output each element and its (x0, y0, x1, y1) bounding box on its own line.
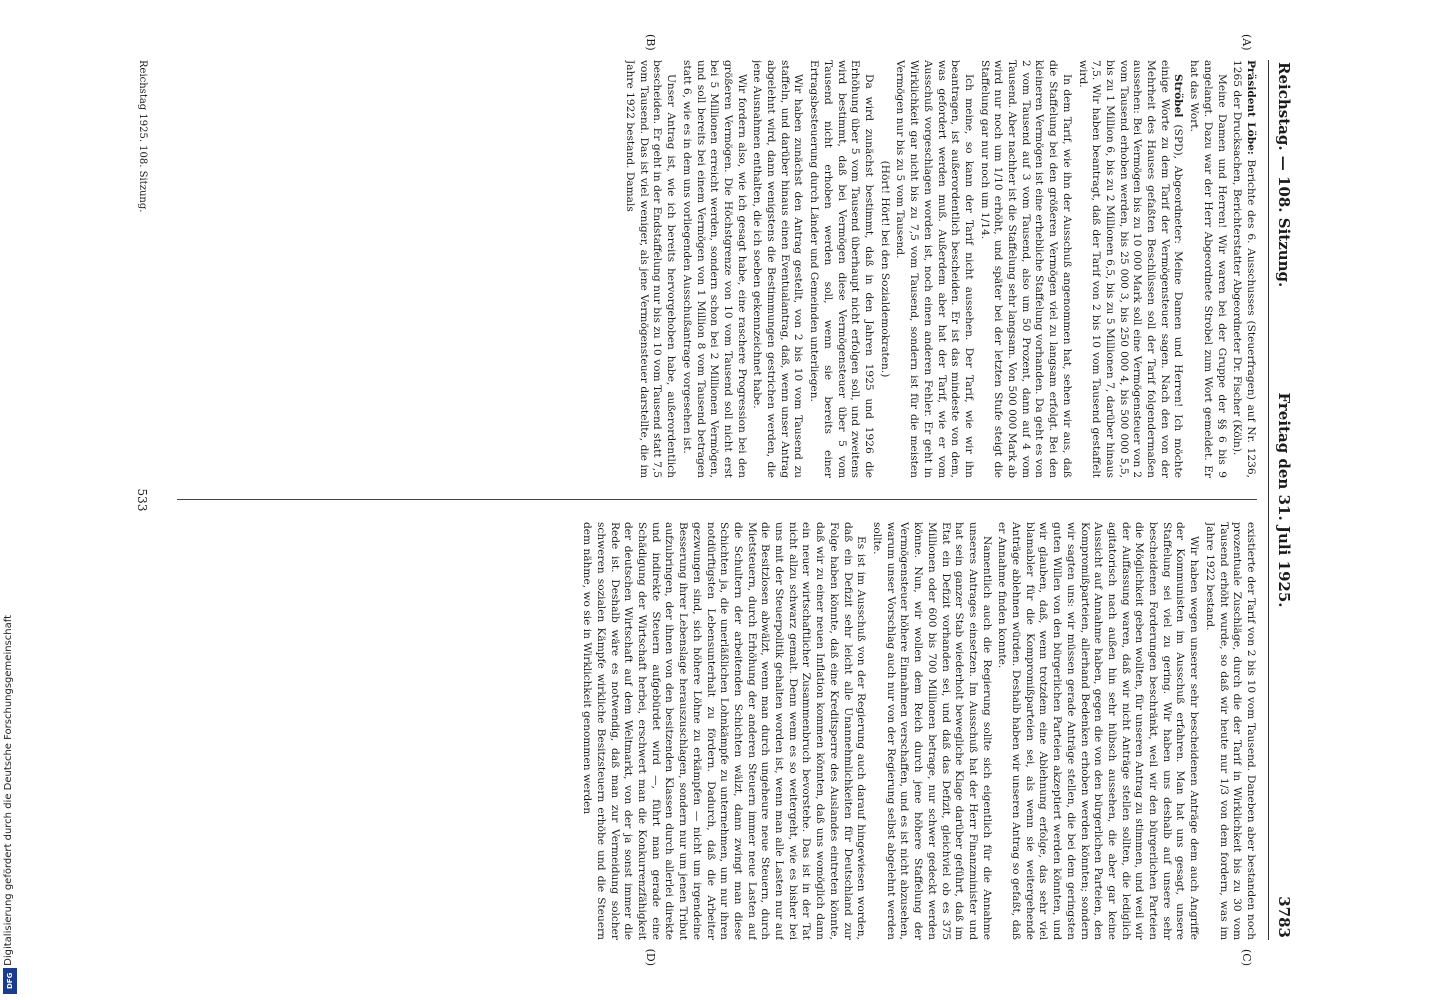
left-column-paragraph (750, 60, 805, 478)
paragraph-text: (Hört! Hört! bei den Sozialdemokraten.) (878, 160, 891, 378)
paragraph-text: Wir haben zunächst den Antrag gestellt, von 2 bis 10 vom Tausend zu staffeln, und darüber hinaus einen Eventualantrag, daß, wenn unser Antrag abgelehnt wird, dann wenigstens die Bestimmungen gestrichen werden, die jene Ausnahmen enthalten, die ich soeben gekennzeichnet habe. (751, 60, 805, 478)
paragraph-text: Berichte des 6. Ausschusses (Steuerfragen) auf Nr. 1236, 1265 der Drucksachen, Berichterstatter Abgeordneter Dr. Fischer (Köln). (1231, 60, 1257, 478)
left-column-paragraph (893, 60, 975, 478)
left-column-paragraph (877, 60, 891, 478)
left-column-paragraph (1186, 60, 1227, 478)
margin-letter-b: (B) (644, 34, 657, 51)
footnote: Reichstag 1925. 108. Sitzung. (137, 60, 148, 213)
digitization-credit: Digitalisierung gefördert durch die Deutsche Forschungsgemeinschaft (3, 615, 14, 966)
document-page (135, 34, 1297, 966)
header-date: Freitag den 31. Juli 1925. (1275, 392, 1293, 608)
paragraph-text: Wir fordern also, wie ich gesagt habe, eine raschere Progression bei den größeren Vermögen. Die Höchstgrenze von 10 vom Tausend soll nicht erst bei 5 Millionen erreicht werden, sondern schon bei 2 Millionen Vermögen, und soll bereits bei einem Vermögen von 1 Million 8 vom Tausend betragen statt 6, wie es in dem uns vorliegenden Ausschußantrage vorgesehen ist. (680, 60, 748, 478)
left-column-paragraph (807, 60, 876, 478)
margin-letter-c: (C) (1240, 949, 1253, 966)
header-session: Reichstag. — 108. Sitzung. (1275, 62, 1293, 288)
paragraph-text: Wir haben wegen unserer sehr bescheidenen Anträge dem auch Angriffe der Kommunisten im Ausschuß erfahren. Man hat uns gesagt, unsere Staffelung sei viel zu gering. Wir haben uns deshalb auf unsere sehr bescheidenen Forderungen beschränkt, weil wir den bürgerlichen Parteien die Möglichkeit geben wollten, für unseren Antrag zu stimmen, und weil wir der Auffassung waren, daß wir nicht Anträge stellen sollten, die lediglich agitatorisch nach außen hin sehr hübsch aussehen, die aber gar keine Aussicht auf Annahme haben, gegen die von den bürgerlichen Parteien, den Kompromißparteien, allerhand Bedenken erhoben werden könnten; sondern wir sagten uns: wir müssen gerade Anträge stellen, die bei dem geringsten guten Willen von den bürgerlichen Parteien akzeptiert werden könnten, und wir glauben, daß, wenn trotzdem eine Ablehnung erfolge, das sehr viel blamabler für die Kompromißparteien sei, als wenn sie weitergehende Anträge ablehnen würden. Deshalb haben wir unseren Antrag so gefaßt, daß er Annahme finden konnte. (996, 522, 1201, 940)
left-column-paragraph (622, 60, 677, 478)
left-column (153, 60, 1257, 478)
margin-letter-d: (D) (644, 948, 657, 966)
page-number: 533 (135, 488, 149, 512)
speaker-name: Präsident Löbe: (1245, 60, 1257, 155)
header-page-number: 3783 (1275, 896, 1293, 938)
right-column-paragraph (995, 522, 1201, 940)
paragraph-text: Unser Antrag ist, wie ich bereits hervorgehoben habe, außerordentlich bescheiden. Er geht in der Endstaffelung nur bis zu 10 vom Tausend statt 7,5 vom Tausend. Das ist viel weniger, als jene Vermögensteuer darstellte, die im Jahre 1922 bestand. Damals (624, 60, 678, 478)
digitization-sidebar (0, 0, 22, 1000)
left-column-paragraph (679, 60, 748, 478)
dfg-logo: DFG (3, 968, 17, 994)
paragraph-text: Namentlich auch die Regierung sollte sich eigentlich für die Annahme unseres Antrages einsetzen. Im Ausschuß hat der Herr Finanzminister und hat sein ganzer Stab wiederholt bewegliche Klage darüber geführt, daß im Etat ein Defizit vorhanden sei, und daß das Defizit, gleichviel ob es 375 Millionen oder 600 bis 700 Millionen betrage, nur schwer gedeckt werden könne. Nun, wir wollen dem Reich durch jene höhere Staffelung der Vermögensteuer höhere Einnahmen verschaffen, und es ist nicht abzusehen, warum unser Vorschlag auch nur von der Regierung selbst abgelehnt werden sollte. (871, 522, 993, 940)
paragraph-text: In dem Tarif, wie ihn der Ausschuß angenommen hat, sehen wir aus, daß die Staffelung bei den größeren Vermögen viel zu langsam erfolgt. Bei den kleineren Vermögen ist eine erhebliche Staffelung vorhanden. Da geht es von 2 vom Tausend auf 3 vom Tausend, also um 50 Prozent, dann auf 4 vom Tausend. Aber nachher ist die Staffelung sehr langsam. Von 500 000 Mark ab wird nur noch um 1/10 erhöht, und später bei der letzten Stufe steigt die Staffelung gar nur noch um 1/14. (978, 60, 1073, 478)
right-column-paragraph (1202, 522, 1257, 940)
header-rule (1268, 60, 1269, 940)
left-column-paragraph (1230, 60, 1257, 478)
paragraph-text: existierte der Tarif von 2 bis 10 vom Tausend. Daneben aber bestanden noch prozentuale Zuschläge, durch die der Tarif in Wirklichkeit bis zu 30 vom Tausend erhöht wurde, so daß wir heute nur 1/3 von dem fordern, was im Jahre 1922 bestand. (1203, 522, 1257, 940)
paragraph-text: Da wird zunächst bestimmt, daß in den Jahren 1925 und 1926 die Erhöhung über 5 vom Tausend überhaupt nicht erfolgen soll, und zweitens wird bestimmt, daß bei Vermögen diese Vermögensteuer über 5 vom Tausend nicht erhoben werden soll, wenn sie bereits einer Ertragsbesteuerung durch Länder und Gemeinden unterliegen. (808, 60, 876, 478)
margin-letter-a: (A) (1240, 34, 1253, 51)
right-column (153, 522, 1257, 940)
column-divider (177, 499, 1257, 500)
paragraph-text: Ich meine, so kann der Tarif nicht aussehen. Der Tarif, wie wir ihn beantragen, ist außerordentlich bescheiden. Er ist das mindeste von dem, was gefordert werden muß. Außerdem aber hat der Tarif, wie er vom Ausschuß vorgeschlagen worden ist, noch einen anderen Fehler. Er geht in Wirklichkeit gar nicht bis zu 7,5 vom Tausend, sondern ist für die meisten Vermögen nur bis zu 5 vom Tausend. (894, 60, 975, 478)
right-column-paragraph (869, 522, 992, 940)
paragraph-text: (SPD), Abgeordneter: Meine Damen und Herren! Ich möchte einige Worte zu dem Tarif der Vermögensteuer sagen. Nach den von der Mehrheit des Hauses gefaßten Beschlüssen soll der Tarif folgendermaßen aussehen: Bei Vermögen bis zu 10 000 Mark soll eine Vermögensteuer von 2 vom Tausend erhoben werden, bis 25 000 3, bis 250 000 4, bis 500 000 5,5, bis zu 1 Million 6, bis zu 2 Millionen 6,5, bis zu 5 Millionen 7, darüber hinaus 7,5. Wir haben beantragt, daß der Tarif von 2 bis 10 vom Tausend gestaffelt wird. (1076, 60, 1185, 478)
paragraph-text: Meine Damen und Herren! Wir waren bei der Gruppe der §§ 6 bis 9 angelangt. Dazu war der Herr Abgeordnete Strobel zum Wort gemeldet. Er hat das Wort. (1188, 60, 1228, 478)
paragraph-text: Es ist im Ausschuß von der Regierung auch darauf hingewiesen worden, daß ein Defizit sehr leicht alle Unannehmlichkeiten für Deutschland zur Folge haben könnte, daß eine Kreditsperre des Auslandes eintreten könnte, daß wir zu einer neuen Inflation kommen könnten, daß uns womöglich dann ein neuer wirtschaftlicher Zusammenbruch bevorstehe. Das ist in der Tat nicht allzu schwarz gemalt. Denn wenn es so weitergeht, wie es bisher bei uns mit der Steuerpolitik gehalten worden ist, wenn man alle Lasten nur auf die Besitzlosen abwälzt, wenn man durch ungeheure neue Steuern, durch Mietsteuern, durch Erhöhung der anderen Steuern immer neue Lasten auf die Schultern der arbeitenden Schichten wälzt, dann zwingt man diese Schichten ja, die unerläßlichen Lohnkämpfe zu unternehmen, um nur ihren notdürftigsten Lebensunterhalt zu fördern. Dadurch, daß die Arbeiter gezwungen sind, sich höhere Löhne zu erkämpfen — nicht um irgendeine Besserung ihrer Lebenslage herauszuschlagen, sondern nur um jenen Tribut aufzubringen, der ihnen von den besitzenden Klassen durch allerlei direkte und indirekte Steuern aufgebürdet wird —, führt man gerade eine Schädigung der Wirtschaft herbei, erschwert man die Konkurrenzfähigkeit der deutschen Wirtschaft auf dem Weltmarkt, von der ja sonst immer die Rede ist. Deshalb wäre es notwendig, daß man zur Vermeidung solcher schweren sozialen Kämpfe wirkliche Besitzsteuern erhöhe und die Steuern dem nähme, wo sie in Wirklichkeit genommen werden (581, 522, 868, 940)
left-column-paragraph (1075, 60, 1185, 478)
speaker-name: Ströbel (1172, 74, 1185, 118)
left-column-paragraph (977, 60, 1073, 478)
page-header (1269, 60, 1297, 940)
right-column-paragraph (580, 522, 868, 940)
